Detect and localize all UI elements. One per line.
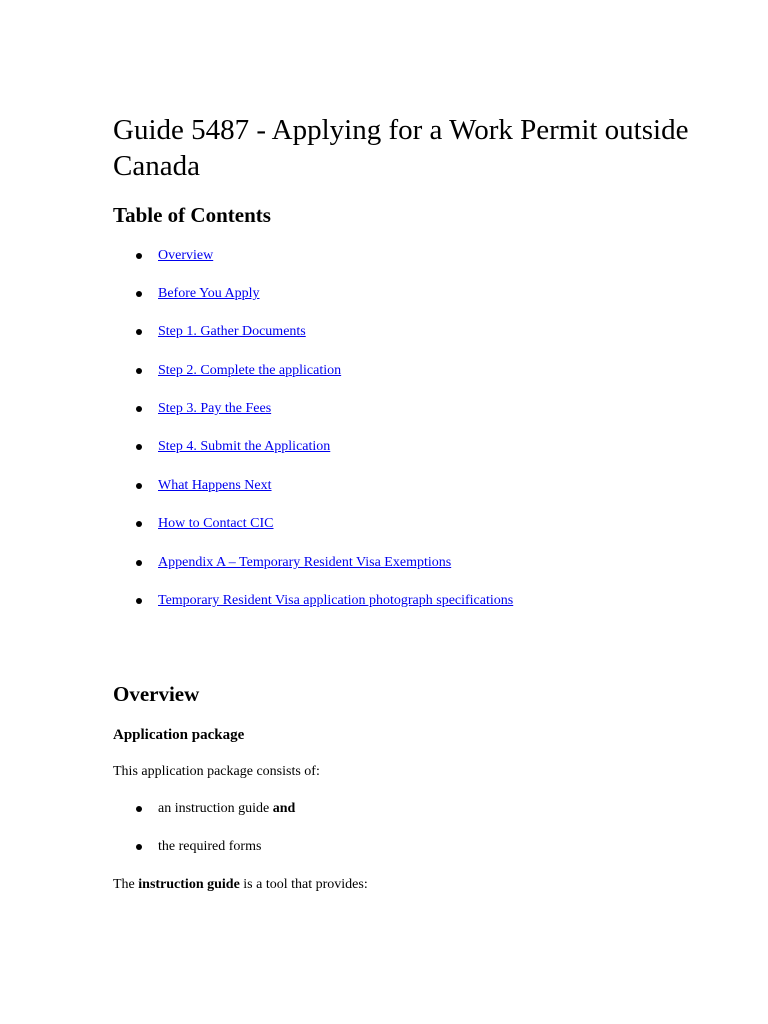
bullet-icon [136, 406, 142, 412]
toc-item-step-3 [0, 399, 700, 419]
toc-link-what-happens-next[interactable]: What Happens Next [158, 478, 272, 493]
bullet-icon [136, 521, 142, 527]
bullet-icon [136, 844, 142, 850]
instruction-guide-sentence: The instruction guide is a tool that provides: [113, 877, 368, 892]
list-item-text: the required forms [158, 839, 262, 854]
toc-heading: Table of Contents [113, 203, 271, 227]
toc-item-step-2 [0, 361, 700, 381]
list-item-text: an instruction guide and [158, 801, 296, 816]
bullet-icon [136, 368, 142, 374]
document-title: Guide 5487 - Applying for a Work Permit outside Canada [113, 114, 689, 182]
toc-link-step-1[interactable]: Step 1. Gather Documents [158, 324, 306, 339]
toc-item-appendix-a [0, 553, 700, 573]
toc-link-before-you-apply[interactable]: Before You Apply [158, 286, 260, 301]
bullet-icon [136, 560, 142, 566]
toc-item-step-1 [0, 322, 700, 342]
toc-item-overview [0, 246, 700, 266]
bullet-icon [136, 598, 142, 604]
toc-link-step-3[interactable]: Step 3. Pay the Fees [158, 401, 272, 416]
toc-item-what-happens-next [0, 476, 700, 496]
bullet-icon [136, 329, 142, 335]
list-item [0, 799, 700, 819]
toc-link-contact-cic[interactable]: How to Contact CIC [158, 516, 274, 531]
package-intro-text: This application package consists of: [113, 764, 320, 779]
bullet-icon [136, 444, 142, 450]
toc-item-contact-cic [0, 514, 700, 534]
toc-item-photo-specs [0, 591, 700, 611]
toc-item-step-4 [0, 437, 700, 457]
toc-item-before-you-apply [0, 284, 700, 304]
toc-link-overview[interactable]: Overview [158, 248, 214, 263]
overview-heading: Overview [113, 682, 200, 706]
bullet-icon [136, 483, 142, 489]
list-item [0, 837, 700, 857]
toc-link-step-2[interactable]: Step 2. Complete the application [158, 363, 342, 378]
bullet-icon [136, 291, 142, 297]
toc-link-photo-specs[interactable]: Temporary Resident Visa application photograph specifications [158, 593, 514, 608]
toc-link-appendix-a[interactable]: Appendix A – Temporary Resident Visa Exemptions [158, 555, 452, 570]
application-package-heading: Application package [113, 727, 245, 743]
bullet-icon [136, 253, 142, 259]
bullet-icon [136, 806, 142, 812]
toc-link-step-4[interactable]: Step 4. Submit the Application [158, 439, 331, 454]
